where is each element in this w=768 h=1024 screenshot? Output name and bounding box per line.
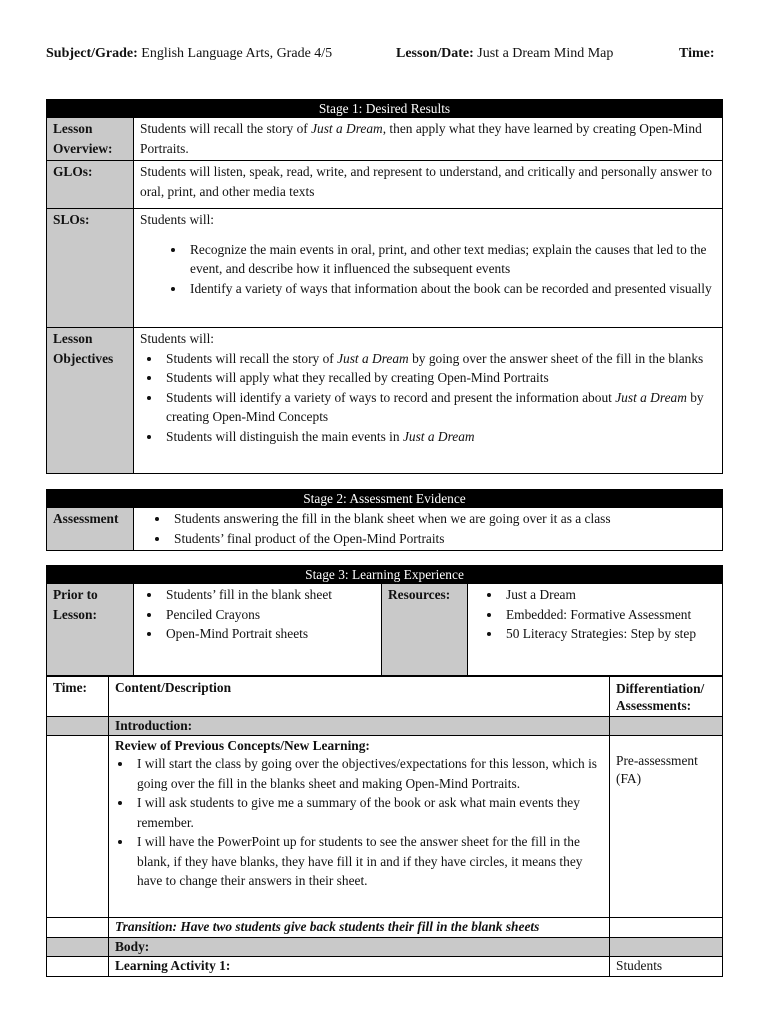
transition-diff-cell [610,918,723,938]
intro-label: Introduction: [109,717,610,736]
list-item: • Students will distinguish the main events in Just a Dream [162,427,716,447]
glos-label: GLOs: [47,161,134,209]
intro-time-cell [47,717,109,736]
time-label: Time: [679,46,715,61]
transition-text: Transition: Have two students give back students their fill in the blank sheets [109,918,610,938]
body-diff-cell [610,938,723,957]
body-time-cell [47,938,109,957]
list-item: • 50 Literacy Strategies: Step by step [502,624,716,644]
review-time-cell [47,736,109,918]
stage2-title: Stage 2: Assessment Evidence [47,490,723,508]
list-item: • Identify a variety of ways that information about the book can be recorded and presented visually [186,279,716,299]
overview-label: Lesson Overview: [47,118,134,161]
objectives-list [138,349,716,447]
list-item: • Students will apply what they recalled by creating Open-Mind Portraits [162,368,716,388]
resources-list [474,585,716,644]
assessment-label: Assessment [47,508,134,551]
slos-cell [134,209,723,328]
intro-diff-cell [610,717,723,736]
stage1-table [46,99,723,474]
transition-time-cell [47,918,109,938]
list-item: • I will ask students to give me a summary of the book or ask what main events they remember. [133,793,603,832]
assessment-list [140,509,716,548]
list-item: • Students answering the fill in the blank sheet when we are going over it as a class [170,509,716,529]
review-list [115,754,603,891]
stage1-title: Stage 1: Desired Results [47,100,723,118]
list-item: • Recognize the main events in oral, print, and other text medias; explain the causes that led to the event, and describe how it influenced the subsequent events [186,240,716,279]
lesson-plan-table [46,676,723,977]
review-title: Review of Previous Concepts/New Learning: [115,738,370,753]
resources-label: Resources: [382,584,468,676]
prior-cell [134,584,382,676]
col-content: Content/Description [109,677,610,717]
prior-list [140,585,375,644]
list-item: • Open-Mind Portrait sheets [162,624,375,644]
review-diff: Pre-assessment (FA) [610,736,723,918]
resources-cell [468,584,723,676]
objectives-cell [134,328,723,474]
stage3-table [46,565,723,676]
body-label: Body: [109,938,610,957]
stage3-title: Stage 3: Learning Experience [47,566,723,584]
list-item: • Embedded: Formative Assessment [502,605,716,625]
activity-diff: Students [610,957,723,977]
list-item: • Students’ final product of the Open-Mind Portraits [170,529,716,549]
list-item: • Students’ fill in the blank sheet [162,585,375,605]
activity-label: Learning Activity 1: [109,957,610,977]
col-diff: Differentiation/ Assessments: [610,677,723,717]
list-item: • I will start the class by going over the objectives/expectations for this lesson, which is going over the fill in the blanks sheet and making Open-Mind Portraits. [133,754,603,793]
list-item: • Just a Dream [502,585,716,605]
slos-list [140,240,716,299]
list-item: • I will have the PowerPoint up for students to see the answer sheet for the fill in the blank, if they have blanks, they have fill it in and if they have circles, it means they have to change their answers in their sheet. [133,832,603,891]
lesson-header [46,46,726,66]
objectives-intro: Students will: [140,331,215,346]
activity-time-cell [47,957,109,977]
lesson-date: Lesson/Date: Just a Dream Mind Map [396,46,614,61]
subject-grade: Subject/Grade: English Language Arts, Grade 4/5 [46,46,333,61]
list-item: • Students will recall the story of Just a Dream by going over the answer sheet of the fill in the blanks [162,349,716,369]
glos-text: Students will listen, speak, read, write, and represent to understand, and critically and personally answer to oral, print, and other media texts [134,161,723,209]
col-time: Time: [47,677,109,717]
list-item: • Penciled Crayons [162,605,375,625]
list-item: • Students will identify a variety of ways to record and present the information about Just a Dream by creating Open-Mind Concepts [162,388,716,427]
prior-label: Prior to Lesson: [47,584,134,676]
objectives-label: Lesson Objectives [47,328,134,474]
assessment-cell [134,508,723,551]
slos-label: SLOs: [47,209,134,328]
stage2-table [46,489,723,551]
overview-text: Students will recall the story of Just a Dream, then apply what they have learned by creating Open-Mind Portraits. [134,118,723,161]
review-cell [109,736,610,918]
slos-intro: Students will: [140,212,215,227]
